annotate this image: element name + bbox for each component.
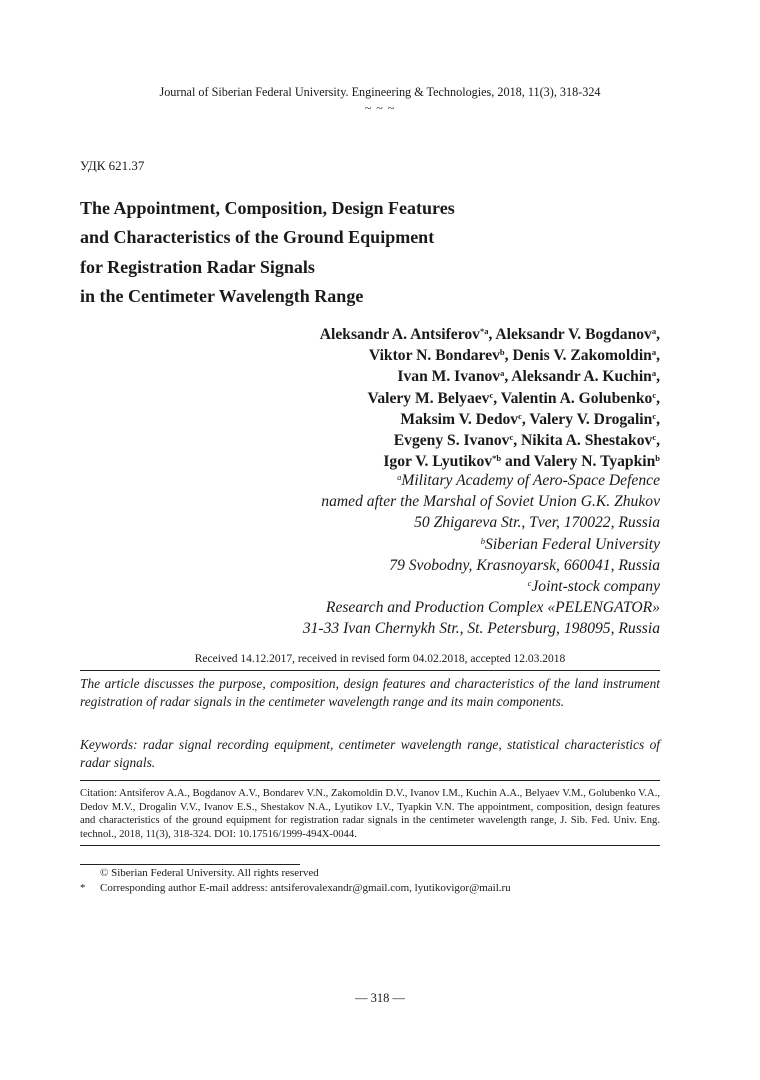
header-separator: ~ ~ ~ (364, 101, 396, 115)
affil-mark: a (397, 472, 402, 482)
author-name: Aleksandr A. Antsiferov (319, 326, 480, 343)
affiliation-line: 31-33 Ivan Chernykh Str., St. Petersburg, 198095, Russia (302, 620, 660, 638)
citation: Citation: Antsiferov A.A., Bogdanov A.V., Bondarev V.N., Zakomoldin D.V., Ivanov I.M., Kuchin A.A., Belyaev V.M., Golubenko V.A., Dedov M.V., Drogalin V.V., Ivanov E.S., Shestakov N.A., Lyutikov I.V., Tyapkin V.N. The appointment, composition, design features and characteristics of the ground equipment for registration radar signals in the centimeter wavelength range, J. Sib. Fed. Univ. Eng. technol., 2018, 11(3), 318-324. DOI: 10.17516/1999-494X-0044. (80, 788, 660, 841)
author-affil-mark: a (651, 326, 657, 336)
author-name: Viktor N. Bondarev (368, 347, 500, 365)
received-dates: Received 14.12.2017, received in revised form 04.02.2018, accepted 12.03.2018 (194, 653, 566, 665)
author-name: Valentin A. Golubenko (500, 389, 653, 407)
paper-title (80, 194, 640, 312)
author-affil-mark: a (651, 368, 657, 379)
affil-mark: b (480, 535, 486, 546)
author-list (320, 324, 660, 472)
author-affil-mark: b (655, 453, 660, 464)
affiliations (303, 470, 660, 640)
author-line: Igor V. Lyutikov$^{*b}$ and Valery N. Tyapkin$^b$ (383, 453, 660, 471)
author-affil-mark: c (652, 410, 657, 421)
author-name: Maksim V. Dedov (400, 410, 519, 428)
copyright-note: © Siberian Federal University. All rights reserved (100, 867, 319, 879)
author-affil-mark: a (651, 347, 657, 358)
journal-header: Journal of Siberian Federal University. Engineering & Technologies, 2018, 11(3), 318-324 (159, 85, 601, 99)
divider-citation-bottom (80, 845, 660, 846)
author-name: Igor V. Lyutikov (383, 453, 493, 471)
affiliation-line: 50 Zhigareva Str., Tver, 170022, Russia (414, 514, 660, 532)
affiliation-line: named after the Marshal of Soviet Union G.K. Zhukov (321, 493, 660, 511)
author-name: Denis V. Zakomoldin (512, 347, 652, 365)
footnote-star: * (80, 882, 86, 894)
author-affil-mark: c (652, 389, 657, 400)
author-line: Viktor N. Bondarev$^b$, Denis V. Zakomoldin$^a$, (368, 347, 660, 365)
author-name: Evgeny S. Ivanov (393, 432, 510, 450)
author-name: Aleksandr V. Bogdanov (495, 326, 652, 343)
title-line: for Registration Radar Signals (80, 256, 315, 277)
page-number: — 318 — (355, 991, 405, 1005)
affiliation-line: Research and Production Complex «PELENGATOR» (325, 599, 660, 617)
author-affil-mark: *a (479, 326, 489, 336)
author-affil-mark: *b (492, 453, 502, 464)
author-affil-mark: b (499, 347, 505, 358)
divider-top (80, 670, 660, 671)
author-name: Ivan M. Ivanov (397, 368, 501, 386)
corresponding-author-note: * Corresponding author E-mail address: antsiferovalexandr@gmail.com, lyutikovigor@mail.ru (80, 882, 511, 894)
abstract: The article discusses the purpose, composition, design features and characteristics of the land instrument registration of radar signals in the centimeter wavelength range and its main components. (80, 676, 660, 709)
affil-mark: c (527, 578, 532, 589)
keywords: Keywords: radar signal recording equipment, centimeter wavelength range, statistical characteristics of radar signals. (80, 737, 660, 770)
author-line: Aleksandr A. Antsiferov$^{*a}$, Aleksandr V. Bogdanov$^a$, (319, 326, 660, 343)
title-line: and Characteristics of the Ground Equipment (80, 227, 435, 248)
author-affil-mark: c (489, 389, 494, 400)
author-name: Nikita A. Shestakov (521, 432, 653, 450)
author-affil-mark: a (500, 368, 505, 379)
affiliation-line: $^a$Military Academy of Aero-Space Defence (397, 472, 660, 489)
affiliation-line: $^b$Siberian Federal University (480, 535, 660, 553)
affiliation-line: 79 Svobodny, Krasnoyarsk, 660041, Russia (389, 556, 660, 574)
title-line: in the Centimeter Wavelength Range (80, 286, 364, 307)
udk-code: УДК 621.37 (80, 158, 145, 173)
author-name: Valery V. Drogalin (529, 410, 653, 428)
author-name: Valery M. Belyaev (367, 389, 490, 407)
affiliation-line: $^c$Joint-stock company (527, 578, 660, 596)
divider-citation-top (80, 780, 660, 781)
author-affil-mark: c (509, 432, 514, 443)
author-line: Valery M. Belyaev$^c$, Valentin A. Golubenko$^c$, (367, 389, 660, 407)
author-name: Aleksandr A. Kuchin (511, 368, 652, 386)
author-line: Evgeny S. Ivanov$^c$, Nikita A. Shestakov$^c$, (393, 432, 660, 450)
footnote-rule (80, 864, 300, 865)
author-line: Ivan M. Ivanov$^a$, Aleksandr A. Kuchin$^a$, (397, 368, 660, 386)
title-line: The Appointment, Composition, Design Features (80, 198, 455, 218)
author-affil-mark: c (652, 432, 657, 443)
author-line: Maksim V. Dedov$^c$, Valery V. Drogalin$^c$, (400, 410, 660, 428)
author-affil-mark: c (518, 410, 522, 421)
author-name: Valery N. Tyapkin (533, 453, 656, 471)
